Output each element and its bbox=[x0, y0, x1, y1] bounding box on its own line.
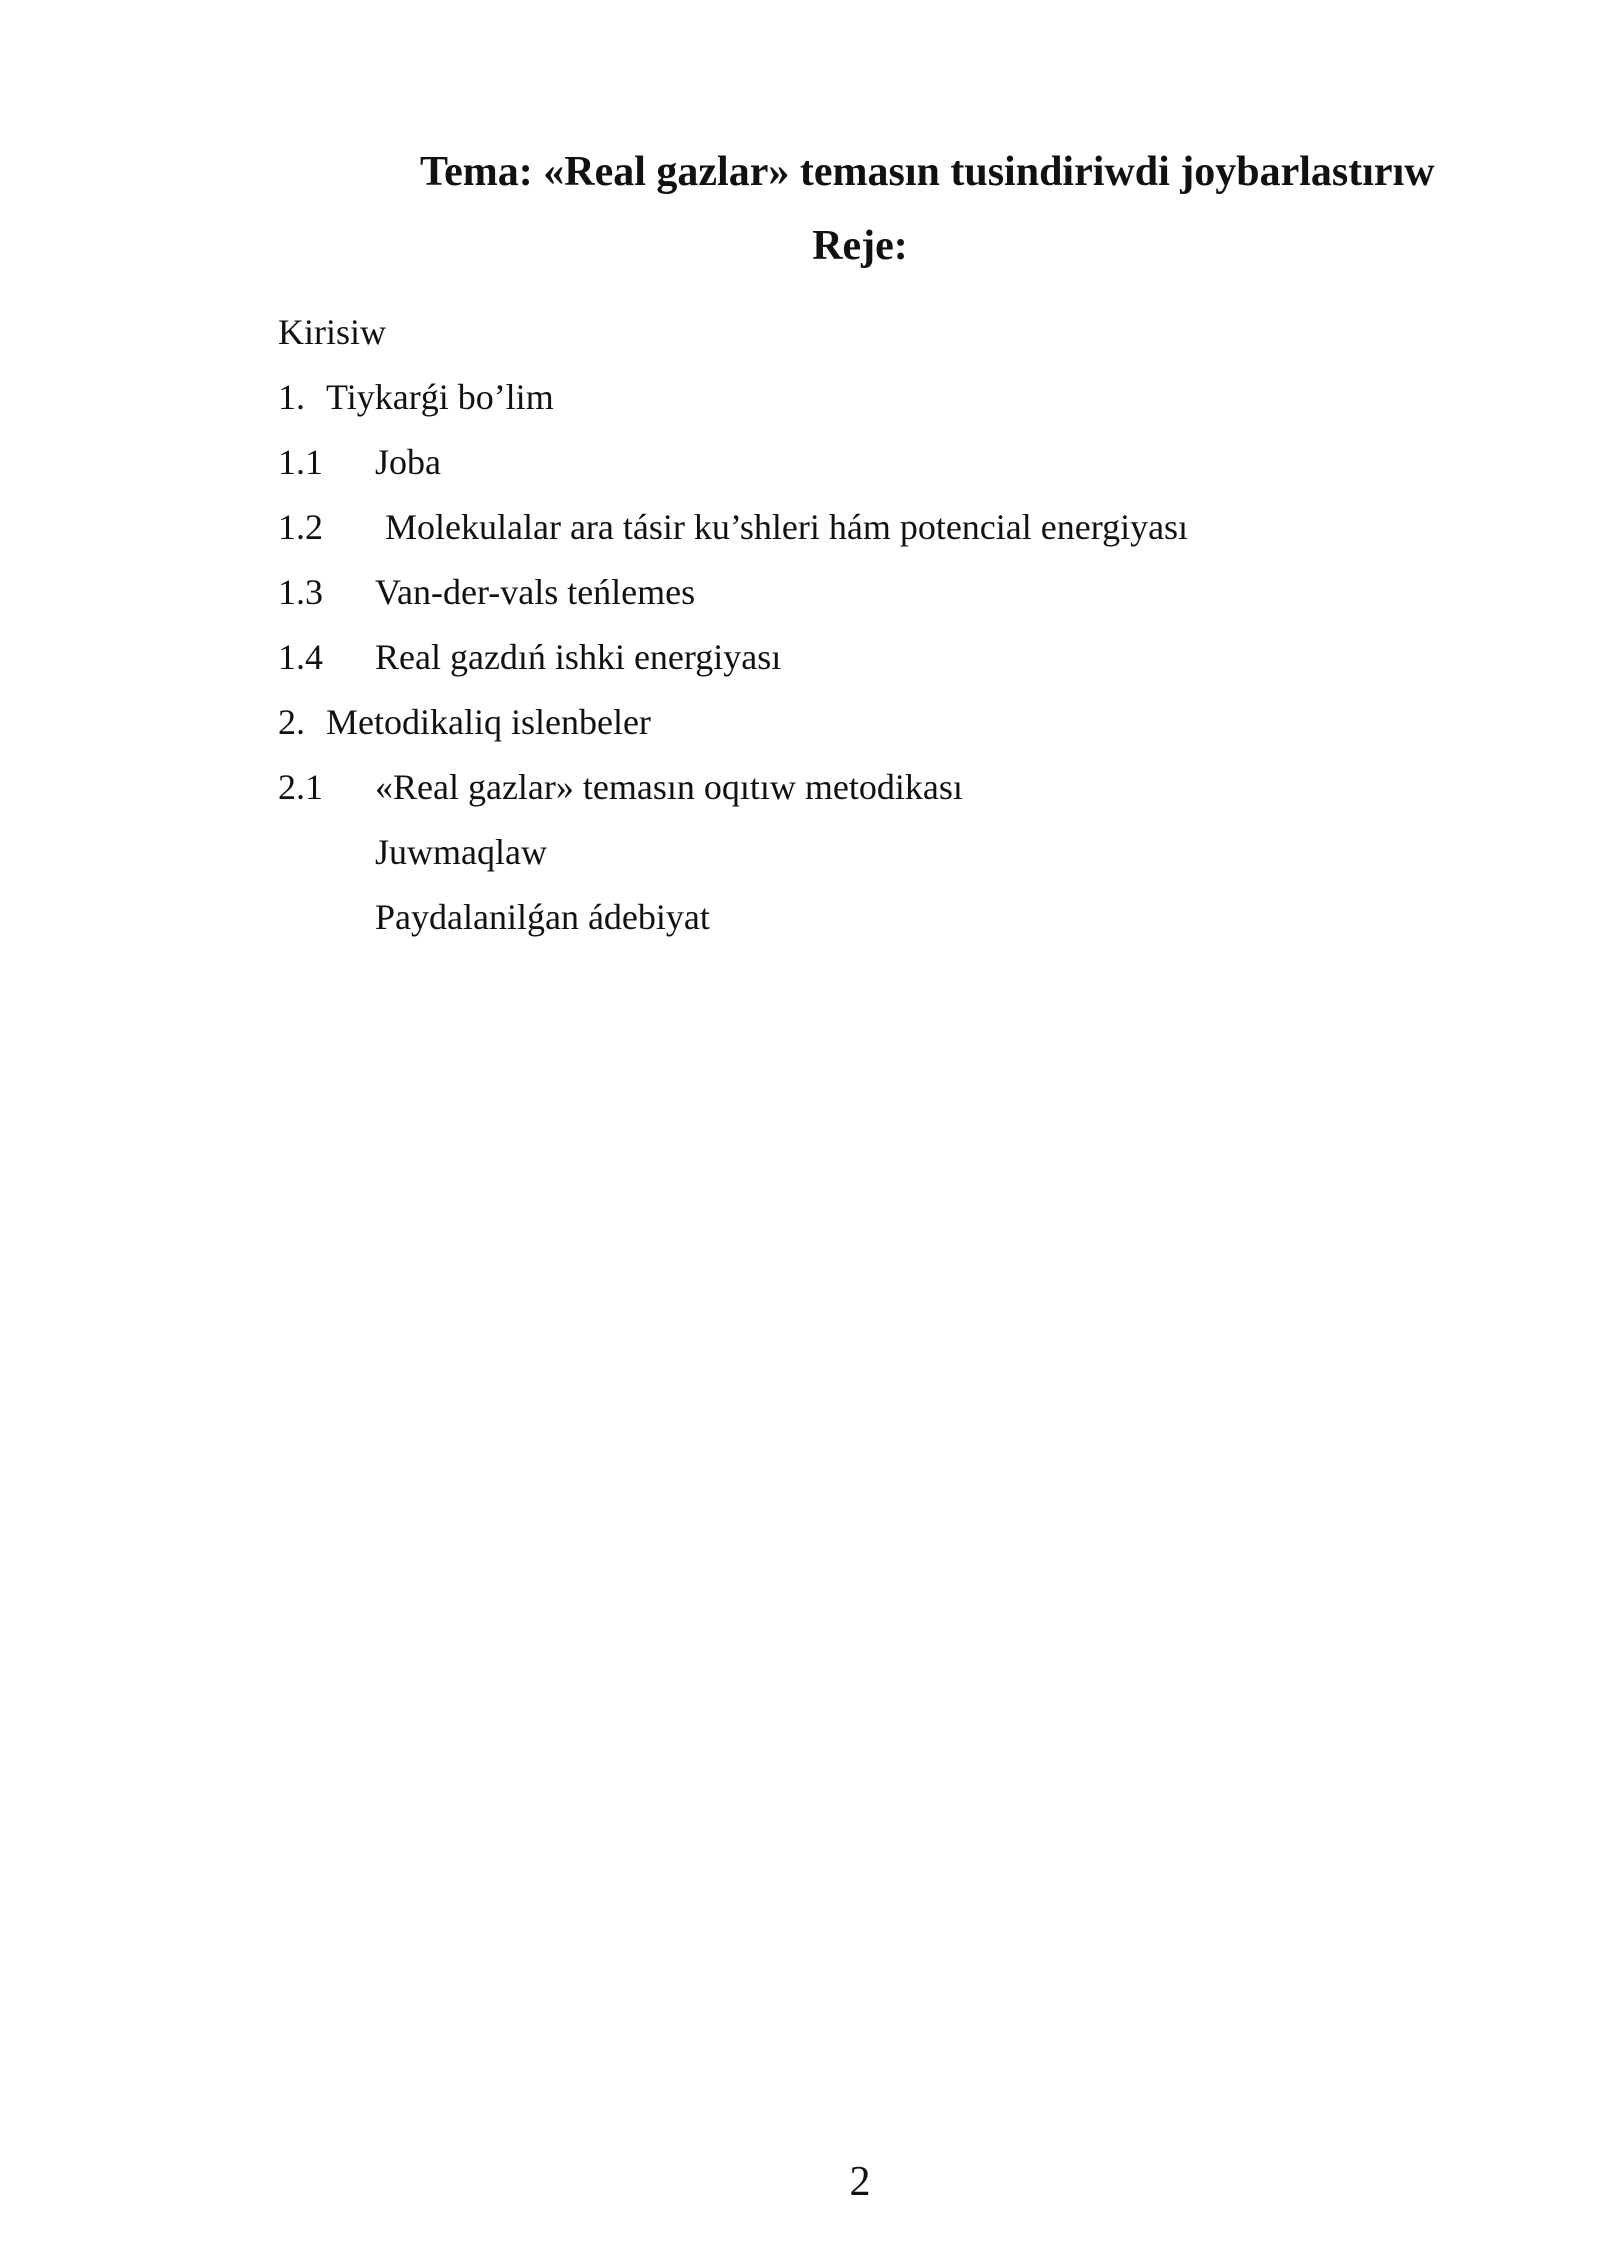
document-title: Tema: «Real gazlar» temasın tusindiriwdi joybarlastırıw bbox=[420, 149, 1435, 195]
toc-item-number: 2. bbox=[278, 702, 305, 742]
toc-item-text: Metodikaliq islenbeler bbox=[326, 702, 651, 742]
toc-item-text: Kirisiw bbox=[278, 312, 386, 352]
toc-item-number: 1.4 bbox=[278, 637, 323, 677]
toc-item-text: Paydalanilǵan ádebiyat bbox=[375, 897, 710, 937]
page-number: 2 bbox=[849, 2159, 871, 2205]
toc-item-text: Tiykarǵi bo’lim bbox=[326, 377, 554, 417]
plan-heading: Reje: bbox=[812, 223, 908, 269]
toc-item-text: Molekulalar ara tásir ku’shleri hám potencial energiyası bbox=[385, 507, 1189, 547]
toc-item-number: 1. bbox=[278, 377, 305, 417]
toc-item-number: 2.1 bbox=[278, 767, 323, 807]
toc-item-text: Real gazdıń ishki energiyası bbox=[375, 637, 782, 677]
toc-item-text: Juwmaqlaw bbox=[375, 832, 547, 872]
toc-item-text: Joba bbox=[375, 442, 441, 482]
toc-item-text: Van-der-vals teńlemes bbox=[375, 572, 696, 612]
toc-item-text: «Real gazlar» temasın oqıtıw metodikası bbox=[375, 767, 963, 807]
toc-item-number: 1.1 bbox=[278, 442, 323, 482]
toc-item-number: 1.3 bbox=[278, 572, 323, 612]
toc-item-number: 1.2 bbox=[278, 507, 323, 547]
